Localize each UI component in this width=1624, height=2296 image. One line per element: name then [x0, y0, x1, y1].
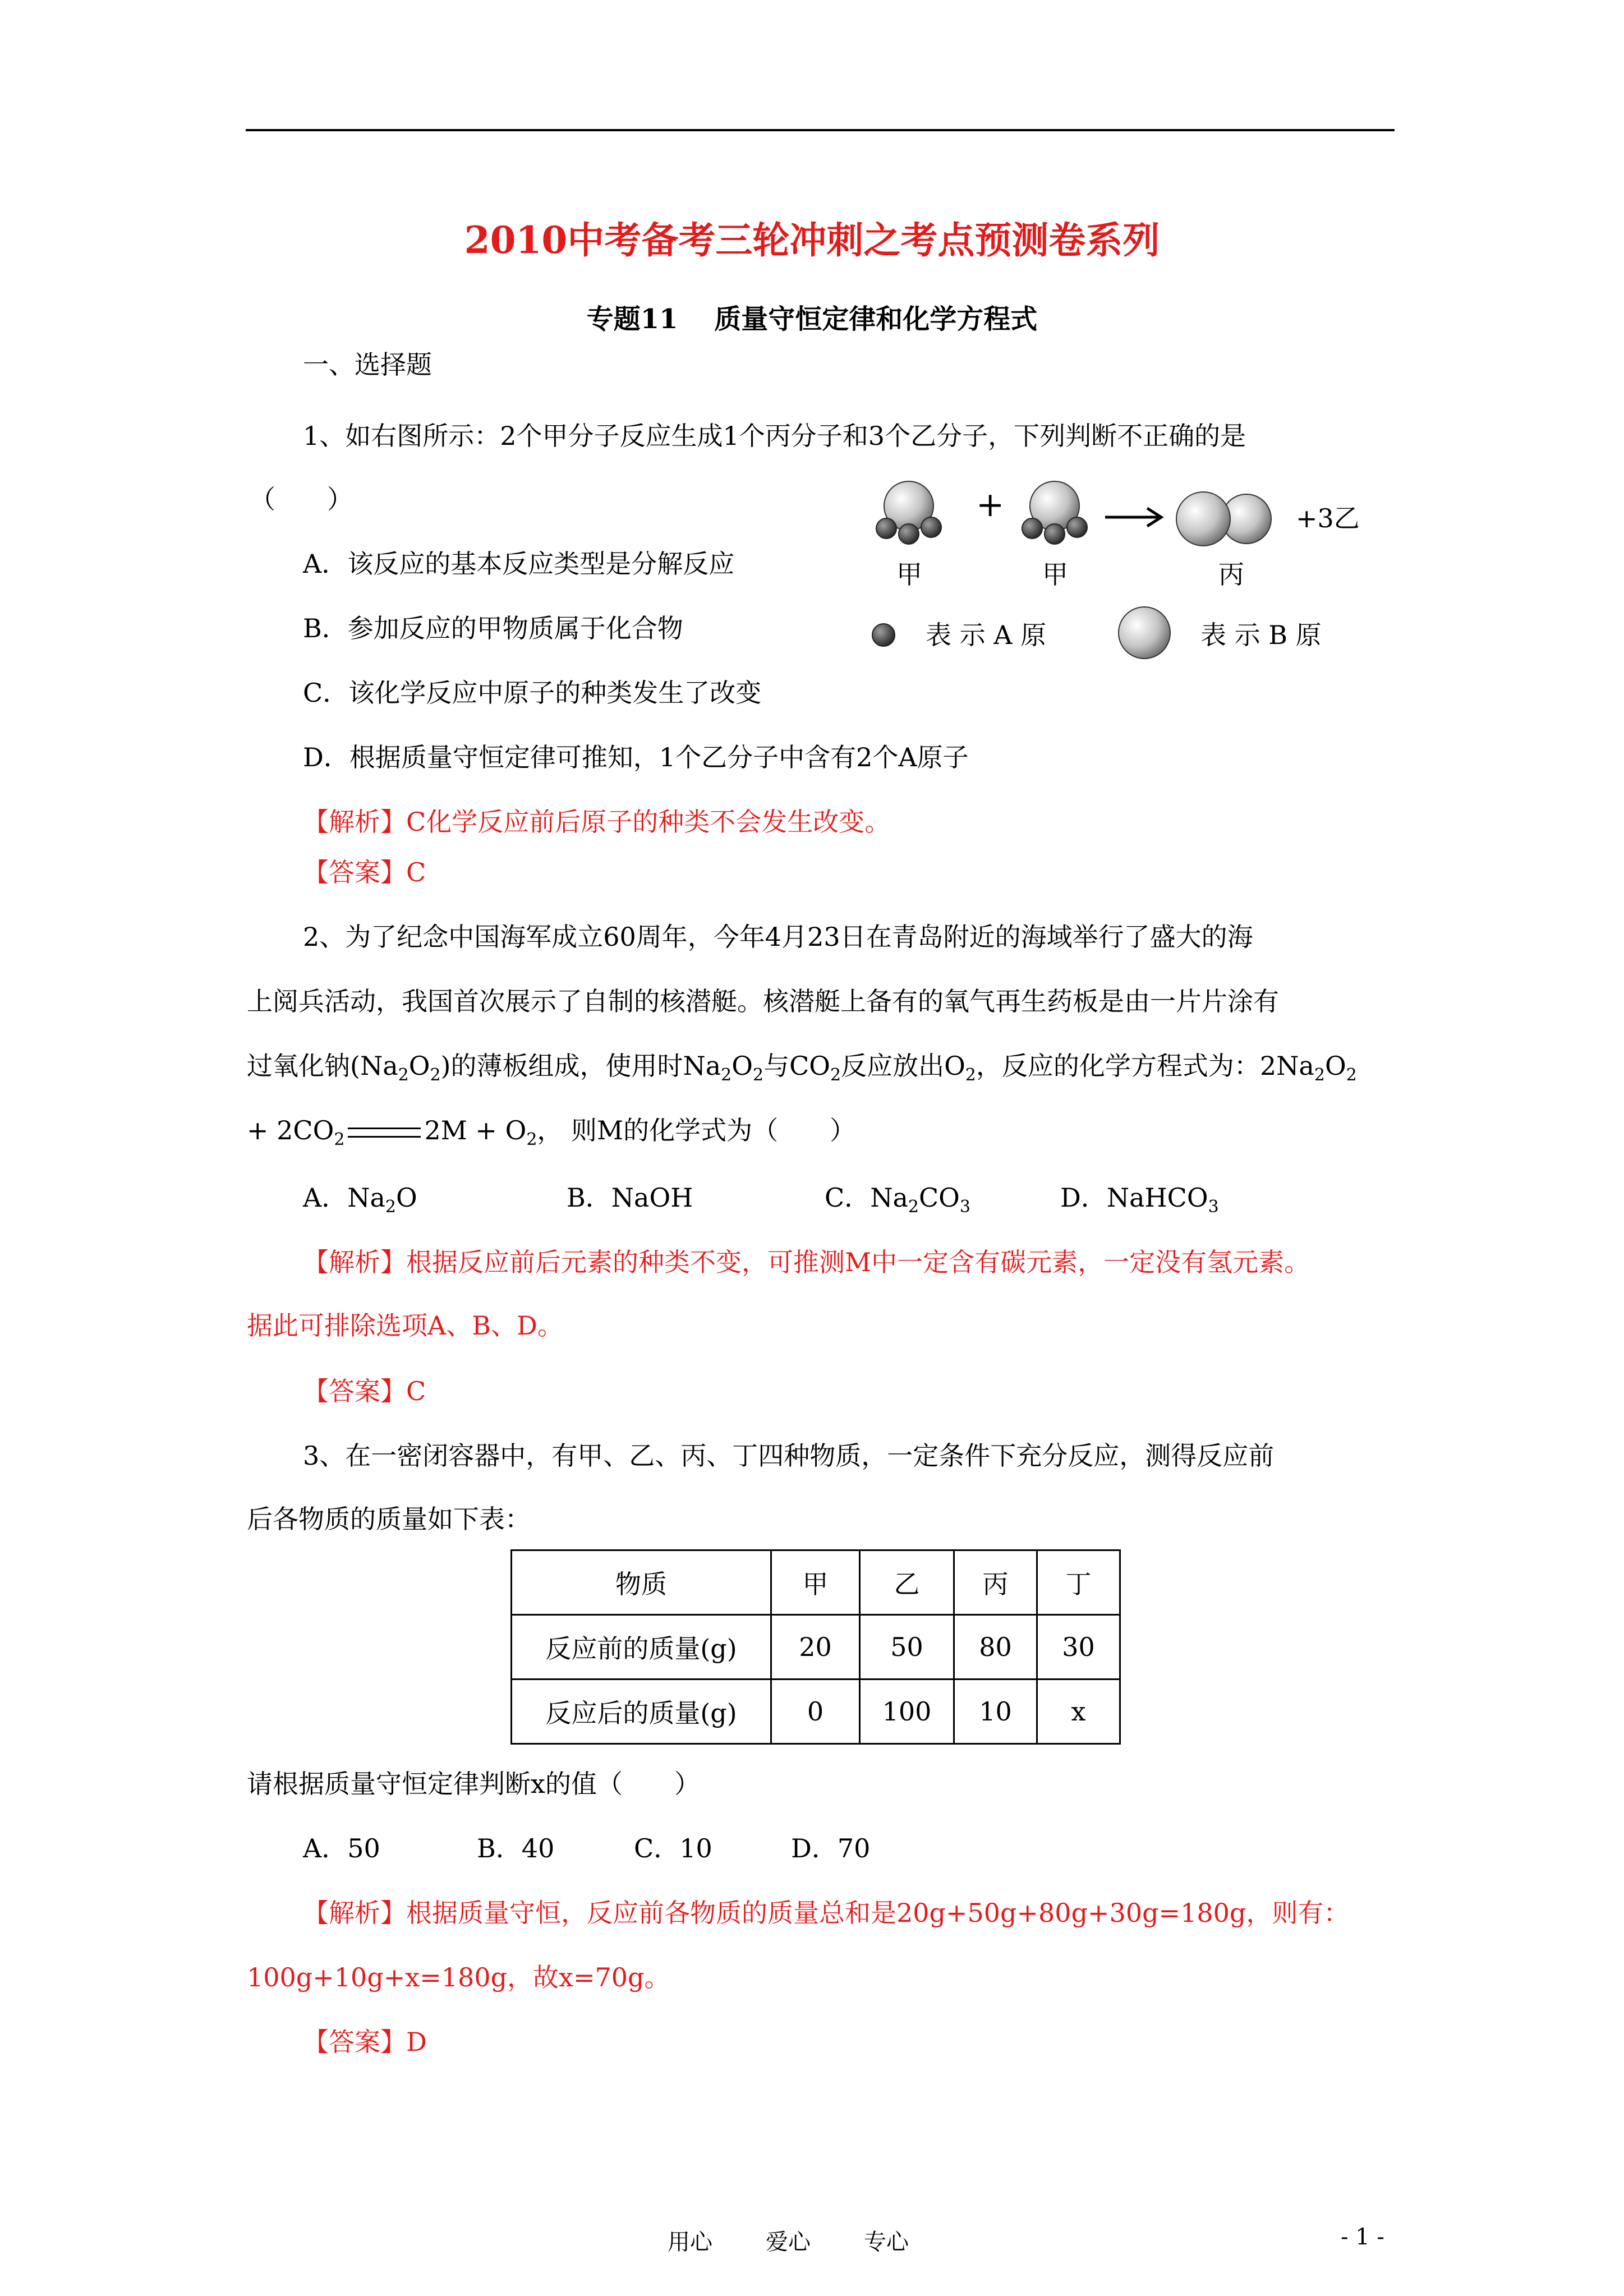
plus-sign: +	[976, 485, 1005, 524]
legend-atom-a-icon	[872, 624, 895, 646]
q2-option-b: B．NaOH	[567, 1182, 693, 1213]
molecule-bing	[1176, 492, 1271, 546]
q3-line1: 3、在一密闭容器中，有甲、乙、丙、丁四种物质，一定条件下充分反应，测得反应前	[303, 1441, 1275, 1471]
header-rule	[246, 129, 1395, 131]
footer-left: 用心	[668, 2229, 712, 2255]
q3-line2: 后各物质的质量如下表：	[247, 1504, 531, 1534]
q1-paren: （ ）	[250, 484, 353, 514]
q3-question: 请根据质量守恒定律判断x的值（ ）	[247, 1769, 700, 1799]
section-heading: 一、选择题	[303, 349, 432, 380]
table-row	[512, 1615, 1120, 1680]
q2-option-c: C．$Na_2CO_3$	[825, 1182, 970, 1217]
table-row	[512, 1680, 1120, 1744]
label-jia-1: 甲	[896, 559, 922, 590]
reaction-diagram	[864, 471, 1402, 664]
q2-option-a: A．$Na_2O$	[303, 1182, 417, 1217]
mass-table	[510, 1549, 1121, 1745]
q3-answer: 【答案】D	[303, 2027, 427, 2057]
footer-right: 专心	[864, 2229, 909, 2255]
table-cell: 反应后的质量(g)	[512, 1680, 771, 1744]
q1-answer: 【答案】C	[303, 857, 426, 887]
molecule-jia-2	[1022, 481, 1087, 544]
q1-analysis: 【解析】C化学反应前后原子的种类不会发生改变。	[303, 807, 891, 837]
q3-analysis-1: 【解析】根据质量守恒，反应前各物质的质量总和是20g+50g+80g+30g=180g，则有：	[303, 1898, 1350, 1928]
legend-atom-b-label: 表 示 B 原	[1200, 620, 1322, 650]
equals-double-line	[348, 1128, 421, 1138]
table-cell: 50	[860, 1615, 954, 1680]
q1-option-c: C．该化学反应中原子的种类发生了改变	[303, 678, 762, 708]
table-cell: 0	[771, 1680, 860, 1744]
q2-option-d: D．NaHCO$_3$	[1060, 1182, 1219, 1217]
table-cell: 100	[860, 1680, 954, 1744]
legend-atom-a-label: 表 示 A 原	[926, 620, 1047, 650]
reaction-diagram-svg	[864, 471, 1402, 662]
table-cell: 10	[954, 1680, 1037, 1744]
q1-option-a: A．该反应的基本反应类型是分解反应	[303, 549, 735, 579]
arrow-icon	[1105, 508, 1161, 526]
table-header-cell: 丙	[954, 1550, 1037, 1615]
page-subtitle: 专题11 质量守恒定律和化学方程式	[586, 303, 1038, 335]
q2-analysis-1: 【解析】根据反应前后元素的种类不变，可推测M中一定含有碳元素，一定没有氢元素。	[303, 1247, 1310, 1277]
q3-analysis-2: 100g+10g+x=180g，故x=70g。	[247, 1962, 670, 1993]
molecule-jia-1	[876, 481, 941, 544]
label-bing: 丙	[1218, 559, 1244, 590]
table-cell: 30	[1037, 1615, 1120, 1680]
product-yi: +3乙	[1296, 503, 1360, 533]
table-header-cell: 丁	[1037, 1550, 1120, 1615]
label-jia-2: 甲	[1042, 559, 1068, 590]
legend-atom-b-icon	[1119, 607, 1170, 659]
table-cell: 反应前的质量(g)	[512, 1615, 771, 1680]
q2-line2: 上阅兵活动，我国首次展示了自制的核潜艇。核潜艇上备有的氧气再生药板是由一片片涂有	[247, 986, 1279, 1016]
table-cell: x	[1037, 1680, 1120, 1744]
footer-middle: 爱心	[766, 2229, 811, 2255]
q3-option-c: C．10	[634, 1833, 712, 1864]
q1-option-b: B．参加反应的甲物质属于化合物	[303, 613, 683, 643]
q2-answer: 【答案】C	[303, 1376, 426, 1406]
table-cell: 20	[771, 1615, 860, 1680]
table-cell: 80	[954, 1615, 1037, 1680]
page-title: 2010中考备考三轮冲刺之考点预测卷系列	[464, 218, 1160, 262]
q3-option-b: B．40	[477, 1833, 555, 1864]
q2-line1: 2、为了纪念中国海军成立60周年，今年4月23日在青岛附近的海域举行了盛大的海	[303, 922, 1253, 952]
table-header-row	[512, 1550, 1120, 1615]
q3-option-a: A．50	[303, 1833, 380, 1864]
q1-stem: 1、如右图所示：2个甲分子反应生成1个丙分子和3个乙分子，下列判断不正确的是	[303, 421, 1246, 451]
table-header-cell: 物质	[512, 1550, 771, 1615]
table-header-cell: 甲	[771, 1550, 860, 1615]
page-number: - 1 -	[1341, 2224, 1384, 2250]
q2-equation-line: + $2CO_2$ $2M + O_2$， 则M的化学式为（ ）	[247, 1115, 856, 1149]
q1-option-d: D．根据质量守恒定律可推知，1个乙分子中含有2个A原子	[303, 742, 969, 772]
q2-line3: 过氧化钠$(Na_2O_2)$的薄板组成，使用时$Na_2O_2$与$CO_2$反应放出$O_2$，反应的化学方程式为：$2Na_2O_2$	[247, 1051, 1357, 1085]
q3-option-d: D．70	[791, 1833, 871, 1864]
table-header-cell: 乙	[860, 1550, 954, 1615]
q2-analysis-2: 据此可排除选项A、B、D。	[247, 1310, 563, 1341]
